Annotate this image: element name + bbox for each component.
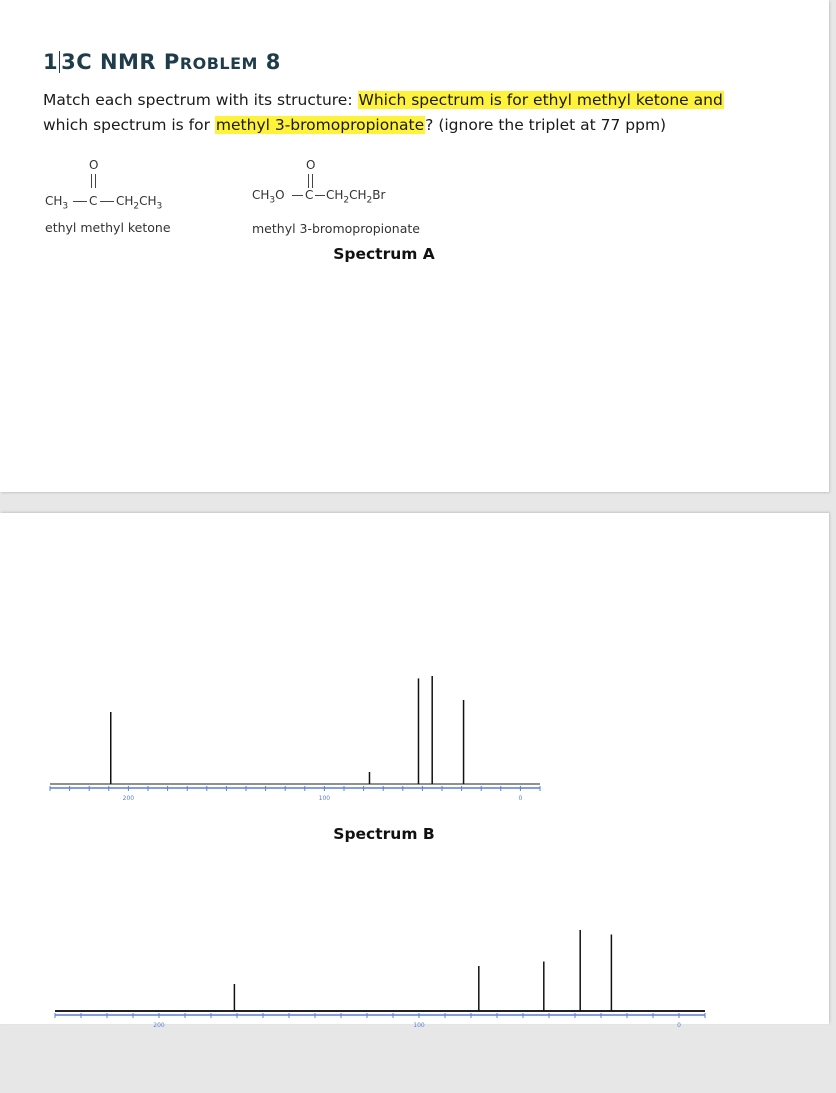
- question-line-1: [43, 91, 724, 109]
- title-text: 3C NMR P: [61, 50, 180, 74]
- carbon-atom: C: [305, 188, 314, 202]
- bond-line: [315, 195, 325, 196]
- right-group: $CH_2CH_2Br$: [326, 188, 386, 206]
- double-bond-line: [312, 174, 313, 188]
- double-bond-line: [308, 174, 309, 188]
- x-tick-label: 200: [153, 1022, 165, 1029]
- document-page-1: [0, 0, 829, 492]
- title-number: 8: [257, 50, 281, 74]
- document-page-2: [0, 513, 829, 1029]
- x-tick-label: 100: [318, 795, 331, 802]
- spectrum-a-title: Spectrum A: [333, 245, 435, 263]
- x-tick-label: 200: [122, 795, 135, 802]
- question-text: Match each spectrum with its structure:: [43, 91, 358, 109]
- title-digit: 1: [43, 50, 59, 74]
- bond-line: [73, 201, 87, 202]
- left-group: $CH_3O$: [252, 188, 285, 206]
- structure-name-label: ethyl methyl ketone: [45, 220, 171, 235]
- double-bond-line: [95, 174, 96, 188]
- x-tick-label: 100: [413, 1022, 425, 1029]
- structure-name-label: methyl 3-bromopropionate: [252, 221, 420, 236]
- spectrum-b-title: Spectrum B: [333, 825, 435, 843]
- spectrum-b-chart: [0, 903, 829, 1093]
- double-bond-line: [91, 174, 92, 188]
- structure-methyl-3-bromopropionate: [252, 158, 452, 248]
- title-smallcaps: ROBLEM: [179, 54, 258, 73]
- x-tick-label: 0: [518, 795, 523, 802]
- question-text: ? (ignore the triplet at 77 ppm): [425, 116, 667, 134]
- highlight-1: Which spectrum is for ethyl methyl ketone and: [358, 91, 723, 109]
- problem-title: [43, 50, 281, 74]
- question-line-2: [43, 116, 666, 134]
- text-cursor: [59, 51, 60, 73]
- carbon-atom: C: [89, 194, 98, 208]
- x-tick-label: 0: [677, 1022, 681, 1029]
- oxygen-atom: O: [306, 158, 316, 172]
- right-group: $CH_2CH_3$: [116, 194, 163, 212]
- highlight-2: methyl 3-bromopropionate: [215, 116, 425, 134]
- left-group: $CH_3$: [45, 194, 69, 212]
- structure-ethyl-methyl-ketone: [45, 158, 195, 248]
- bond-line: [100, 201, 114, 202]
- bond-line: [292, 195, 303, 196]
- question-text: which spectrum is for: [43, 116, 215, 134]
- oxygen-atom: O: [89, 158, 99, 172]
